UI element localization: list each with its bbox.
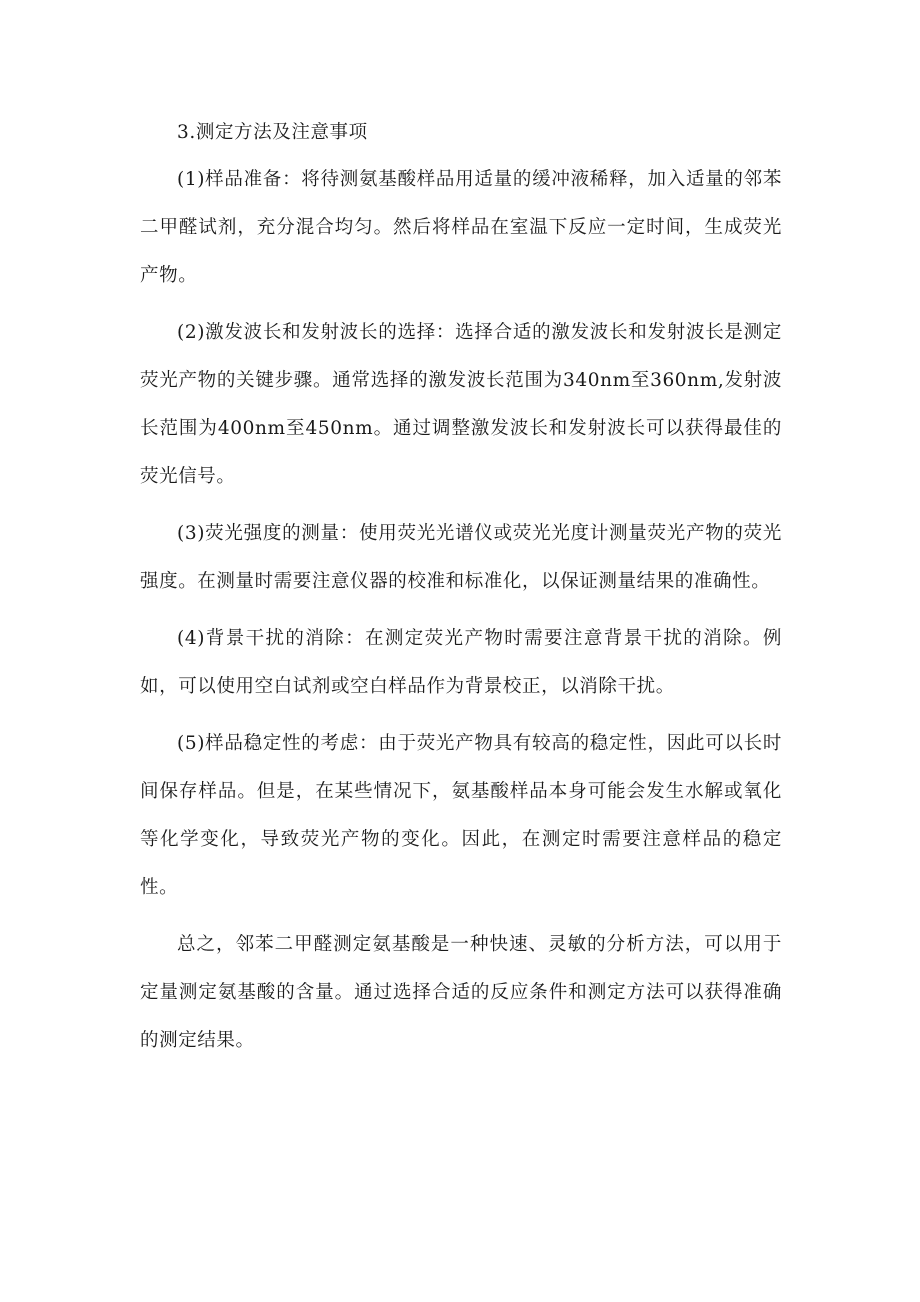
paragraph-fluorescence-measurement: (3)荧光强度的测量：使用荧光光谱仪或荧光光度计测量荧光产物的荧光强度。在测量时需要注意仪器的校准和标准化，以保证测量结果的准确性。 xyxy=(140,523,782,592)
paragraph-sample-preparation: (1)样品准备：将待测氨基酸样品用适量的缓冲液稀释，加入适量的邻苯二甲醛试剂，充分混合均匀。然后将样品在室温下反应一定时间，生成荧光产物。 xyxy=(140,169,782,286)
section-heading: 3.测定方法及注意事项 xyxy=(177,122,368,143)
paragraph-background-elimination: (4)背景干扰的消除：在测定荧光产物时需要注意背景干扰的消除。例如，可以使用空白试剂或空白样品作为背景校正，以消除干扰。 xyxy=(140,628,782,697)
paragraph-sample-stability: (5)样品稳定性的考虑：由于荧光产物具有较高的稳定性，因此可以长时间保存样品。但是，在某些情况下，氨基酸样品本身可能会发生水解或氧化等化学变化，导致荧光产物的变化。因此，在测定时需要注意样品的稳定性。 xyxy=(140,733,782,898)
document-body xyxy=(140,113,782,1074)
paragraph-wavelength-selection: (2)激发波长和发射波长的选择：选择合适的激发波长和发射波长是测定荧光产物的关键步骤。通常选择的激发波长范围为340nm至360nm,发射波长范围为400nm至450nm。通过调整激发波长和发射波长可以获得最佳的荧光信号。 xyxy=(140,322,782,487)
paragraph-summary: 总之，邻苯二甲醛测定氨基酸是一种快速、灵敏的分析方法，可以用于定量测定氨基酸的含量。通过选择合适的反应条件和测定方法可以获得准确的测定结果。 xyxy=(140,934,782,1051)
